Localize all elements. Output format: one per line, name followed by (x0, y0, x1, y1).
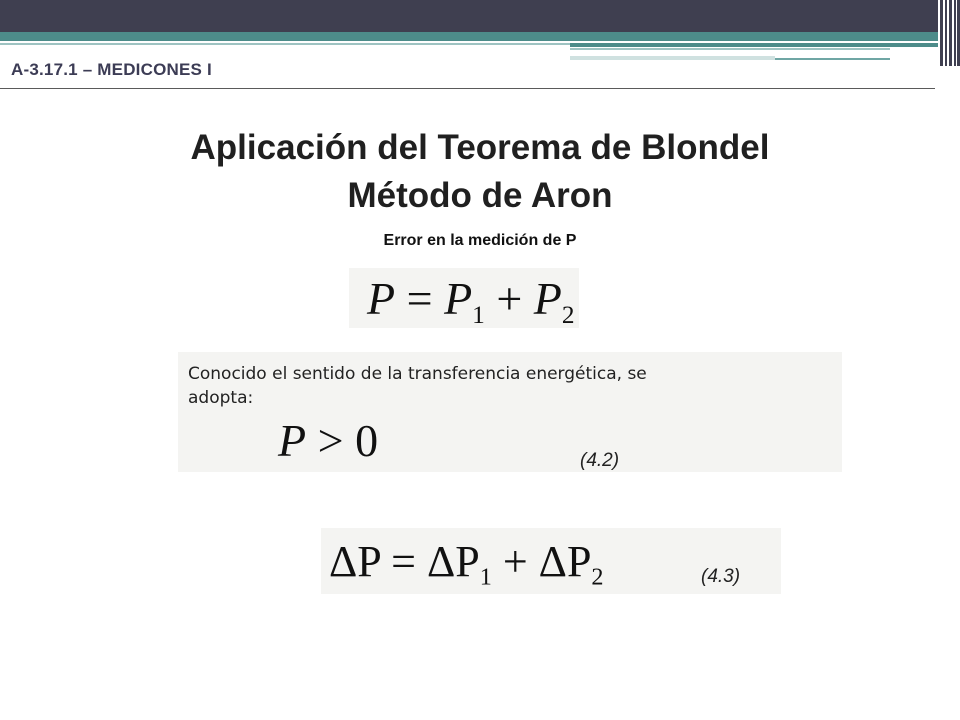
equation-image-power-sum (349, 268, 579, 328)
header-accent-line (570, 43, 938, 47)
header-dark-bar (0, 0, 938, 32)
excerpt-text-line-2: adopta: (188, 388, 254, 408)
equation-power-sum: $P = P_1 + P_2$ (367, 273, 575, 329)
equation-image-power-error (321, 528, 781, 594)
header-accent-line (570, 48, 890, 50)
excerpt-text-line-1: Conocido el sentido de la transferencia energética, se (188, 364, 647, 384)
header-accent-line (570, 56, 775, 60)
header-teal-bar (0, 32, 938, 41)
equation-positive-power: P > 0 (278, 415, 379, 466)
slide-subtitle: Error en la medición de P (383, 232, 577, 249)
equation-power-error: $\Delta P = \Delta P_1 + \Delta P_2$ (329, 537, 604, 591)
equation-number-4-3: (4.3) (701, 566, 741, 587)
header-underline (0, 88, 935, 89)
header-accent-line (775, 58, 890, 60)
excerpt-image-energy-direction (178, 352, 842, 472)
header-accent-line (0, 43, 570, 45)
slide-title-line-2: Método de Aron (347, 176, 613, 215)
header-vertical-stripes (938, 0, 960, 66)
equation-number-4-2: (4.2) (580, 450, 620, 471)
slide-title-line-1: Aplicación del Teorema de Blondel (190, 128, 770, 167)
section-label: A-3.17.1 – MEDICONES I (11, 60, 212, 79)
